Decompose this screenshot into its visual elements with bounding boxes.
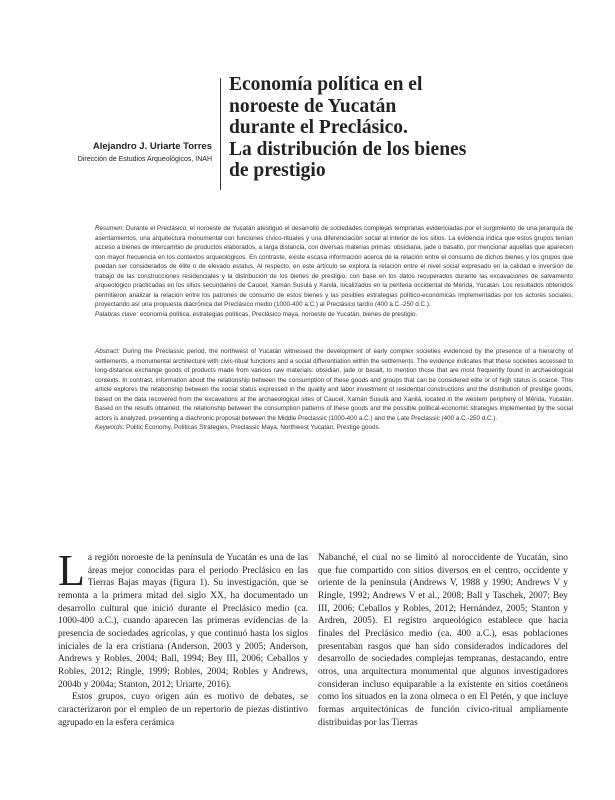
body-column-left [58, 546, 308, 729]
body-paragraph [58, 546, 308, 691]
article-title [229, 74, 559, 182]
title-line: Economía política en el [229, 74, 423, 95]
keywords-paragraph [95, 423, 573, 433]
paragraph-text: a región noroeste de la península de Yucatán es una de las áreas mejor conocidas para el periodo Preclásico en las Tierras Bajas mayas (figura 1). Su investigación, que se remonta a la primera mitad del siglo XX, ha documentado un desarrollo cultural que inició durante el Preclásico medio (ca. 1000-400 a.C.), cuando aparecen las primeras evidencias de la presencia de sociedades agrícolas, y que continuó hasta los siglos iniciales de la era cristiana (Anderson, 2003 y 2005; Anderson, Andrews y Robles, 2004; Ball, 1994; Bey III, 2006; Ceballos y Robles, 2012; Ringle, 1999; Robles, 2004; Robles y Andrews, 2004b y 2004a; Stanton, 2012; Uriarte, 2016). [58, 553, 308, 690]
title-line: de prestigio [229, 160, 326, 181]
abstract-english [95, 347, 573, 433]
title-line: noroeste de Yucatán [229, 95, 397, 117]
keywords-label: Palabras clave: [95, 310, 139, 318]
abstract-paragraph [95, 347, 573, 423]
abstract-spanish [95, 224, 573, 319]
drop-cap: L [58, 546, 85, 595]
body-paragraph: Estos grupos, cuyo origen aún es motivo de debates, se caracterizaron por el empleo de un repertorio de piezas distintivo agrupado en la esfera cerámica [58, 692, 308, 728]
body-paragraph: Nabanché, el cual no se limitó al noroccidente de Yucatán, sino que fue compartido con sitios diversos en el centro, occidente y oriente de la península (Andrews V, 1988 y 1990; Andrews V y Ringle, 1992; Andrews V et al., 2008; Ball y Taschek, 2007; Bey III, 2006; Ceballos y Robles, 2012; Hernández, 2005; Stanton y Ardren, 2005). El registro arqueológico establece que hacia finales del Preclásico medio (ca. 400 a.C.), esas poblaciones presentaban rasgos que han sido considerados indicadores del desarrollo de sociedades complejas tempranas, destacando, entre otros, una arquitectura monumental que algunos investigadores consideran incluso equiparable a la existente en sitios coetáneos como los situados en la zona olmeca o en El Petén, y que incluye formas arquitectónicas de función cívico-ritual ampliamente distribuidas por las Tierras [318, 553, 568, 728]
author-block [40, 141, 212, 163]
keywords-text: economía política, estrategias políticas, Preclásico maya, noroeste de Yucatán, bienes de prestigio. [138, 310, 418, 318]
author-affiliation: Dirección de Estudios Arqueológicos, INAH [77, 156, 212, 163]
body-column-right [318, 552, 568, 729]
keywords-text: Politic Economy, Politicas Strategies, Preclassic Maya, Northwest Yucatan, Prestige goods. [124, 424, 381, 431]
title-line: La distribución de los bienes [229, 138, 467, 160]
abstract-text: During the Preclassic period, the northwest of Yucatán witnessed the development of early complex societies evidenced by the presence of a hierarchy of settlements, a monumental architecture with civic-ritual functions and a social differentiation within the settlements. The evidence indicates that these societies accessed to long-distance exchange goods of products made from various raw materials: obsidian, jade or basalt, to mention those that are most frequently found in archaeological contexts. In contrast, information about the relationship between the consumption of these goods and groups that can be considered elite or of high status is scarce. This article explores the relationship between the social status expressed in the quality and labor investment of residential constructions and the distribution of prestige goods, based on the data recovered from the excavations at the archaeological sites of Caucel, Xamán Susulá and Xanilá, located in the western periphery of Mérida, Yucatán. Based on the results obtained, the relationship between the consumption patterns of these goods and the possible political-economic strategies implemented by the social actors is analyzed, presenting a diachronic proposal between the Middle Preclassic (1000-400 a.C.) and the Late Preclassic (400 a.C.-250 d.C.). [95, 348, 573, 422]
abstract-label: Abstract: [95, 348, 120, 355]
title-line: durante el Preclásico. [229, 117, 408, 138]
author-name: Alejandro J. Uriarte Torres [92, 141, 212, 152]
keywords-paragraph [95, 310, 573, 320]
abstract-label: Resumen: [95, 225, 124, 232]
keywords-label: Keywords: [95, 424, 125, 431]
abstract-text: Durante el Preclásico, el noroeste de Yucatán atestiguó el desarrollo de sociedades complejas tempranas evidenciadas por el surgimiento de una jerarquía de asentamientos, una arquitectura monumental con funciones cívico-rituales y una diferenciación social al interior de los sitios. La evidencia indica que estos grupos tenían acceso a bienes de intercambio de productos elaborados, a larga distancia, con diversas materias primas: obsidiana, jade o basalto, por mencionar aquellas que aparecen con mayor frecuencia en los contextos arqueológicos. En contraste, existe escasa información acerca de la relación entre el consumo de dichos bienes y los grupos que puedan ser considerados de élite o de elevado estatus. Al respecto, en este artículo se explora la relación entre el nivel social expresado en la calidad e inversión de trabajo de las construcciones residenciales y la distribución de los bienes de prestigio, con base en los datos recuperados durante las excavaciones de salvamento arqueológico practicadas en los sitios secundarios de Caucel, Xamán Susulá y Xanilá, localizados en la periferia occidental de Mérida, Yucatán. Los resultados obtenidos permitieron analizar la relación entre los patrones de consumo de estos bienes y las posibles estrategias político-económicas implementadas por los actores sociales, proyectando así una propuesta diacrónica del Preclásico medio (1000-400 a.C.) al Preclásico tardío (400 a.C.-250 d.C.). [95, 225, 573, 308]
title-divider [220, 78, 221, 190]
abstract-paragraph [95, 224, 573, 310]
